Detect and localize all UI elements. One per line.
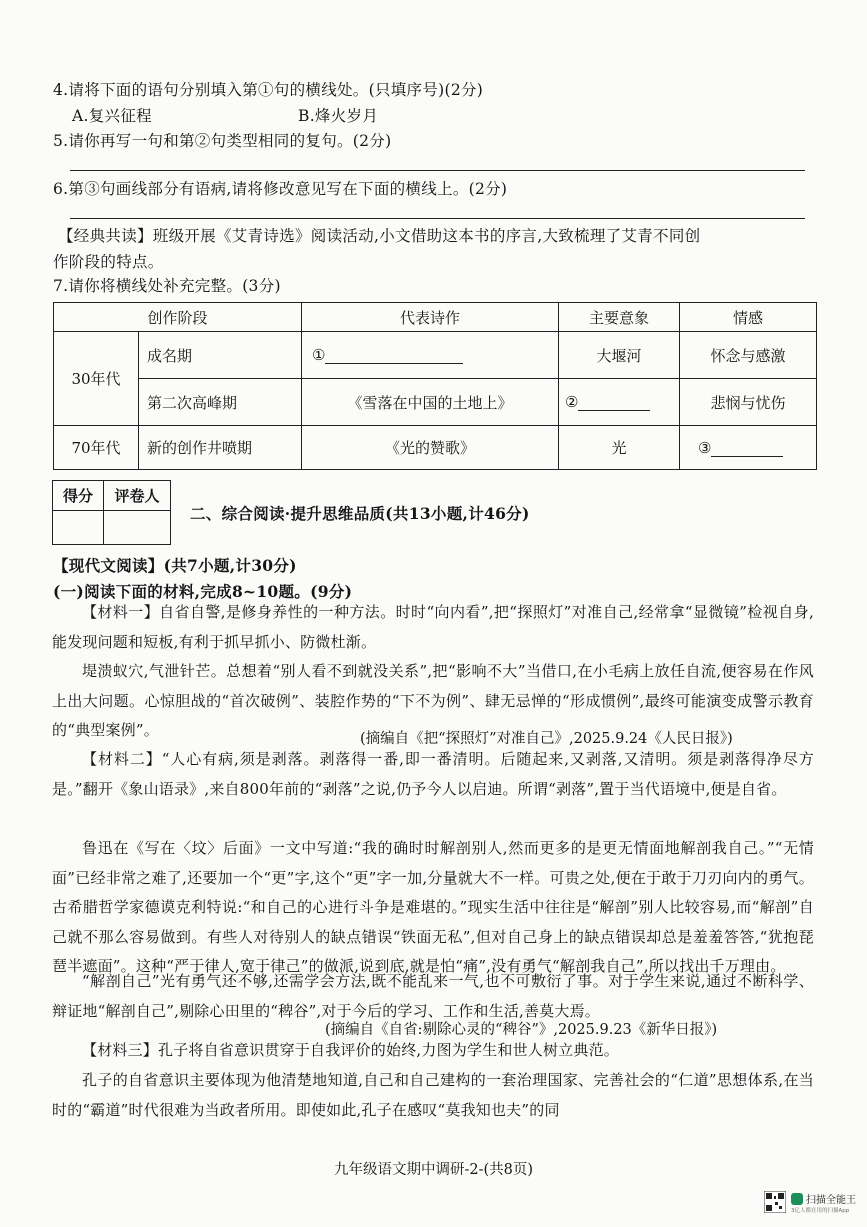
score-cell	[53, 511, 104, 545]
classic-reading-line1: 【经典共读】班级开展《艾青诗选》阅读活动,小文借助这本书的序言,大致梳理了艾青不同创	[58, 227, 701, 245]
blank-line	[578, 410, 650, 411]
header-emotion: 情感	[680, 303, 817, 332]
q4-option-a: A.复兴征程	[72, 107, 152, 125]
material-1-para-1: 【材料一】自省自警,是修身养性的一种方法。时时“向内看”,把“探照灯”对准自己,经常拿“显微镜”检视自身,能发现问题和短板,有利于抓早抓小、防微杜渐。	[52, 603, 814, 651]
modern-reading-title: 【现代文阅读】(共7小题,计30分)	[53, 556, 297, 575]
poem-cell	[302, 332, 559, 379]
poem-cell: 《雪落在中国的土地上》	[302, 379, 559, 426]
era-70s: 70年代	[54, 426, 139, 470]
classic-reading-line2: 作阶段的特点。	[53, 253, 164, 271]
blank-marker: ②	[565, 393, 579, 411]
blank-line	[325, 363, 463, 364]
scanner-subtitle: 3亿人都在用的扫描App	[791, 1208, 850, 1214]
section-2-title: 二、综合阅读·提升思维品质(共13小题,计46分)	[190, 504, 530, 523]
material-3-para-2: 孔子的自省意识主要体现为他清楚地知道,自己和自己建构的一套治理国家、完善社会的“仁道”思想体系,在当时的“霸道”时代很难为当政者所用。即使如此,孔子在感叹“莫我知也夫”的同	[52, 1071, 814, 1119]
material-3-para-1: 【材料三】孔子将自省意识贯穿于自我评价的始终,力图为学生和世人树立典范。	[82, 1041, 619, 1059]
qr-code-icon	[764, 1191, 786, 1213]
scanner-watermark	[764, 1185, 860, 1221]
image-cell: 大堰河	[559, 332, 680, 379]
material-2-para-3: “解剖自己”光有勇气还不够,还需学会方法,既不能乱来一气,也不可敷衍了事。对于学生来说,通过不断科学、辩证地“解剖自己”,剔除心田里的“稗谷”,对于今后的学习、工作和生活,善莫大焉。	[52, 972, 814, 1020]
emotion-cell	[680, 426, 817, 470]
question-4: 4.请将下面的语句分别填入第①句的横线处。(只填序号)(2分)	[53, 81, 484, 99]
cs-logo-icon	[791, 1193, 803, 1205]
poetry-stage-table	[53, 302, 817, 470]
q5-answer-line	[70, 170, 805, 171]
poem-cell: 《光的赞歌》	[302, 426, 559, 470]
material-2-para-2: 鲁迅在《写在〈坟〉后面》一文中写道:“我的确时时解剖别人,然而更多的是更无情面地解剖我自己。”“无情面”已经非常之难了,还要加一个“更”字,这个“更”字一加,分量就大不一样。可贵之处,便在于敢于刀刃向内的勇气。古希腊哲学家德谟克利特说:“和自己的心进行斗争是难堪的。”现实生活中往往是“解剖”别人比较容易,而“解剖”自己就不那么容易做到。有些人对待别人的缺点错误“铁面无私”,但对自己身上的缺点错误却总是羞羞答答,“犹抱琵琶半遮面”。这种“严于律人,宽于律己”的做派,说到底,就是怕“痛”,没有勇气“解剖我自己”,所以找出千万理由。	[52, 839, 814, 975]
blank-marker: ③	[698, 438, 712, 457]
score-label: 得分	[53, 481, 104, 511]
stage-cell: 成名期	[139, 332, 302, 379]
header-stage: 创作阶段	[54, 303, 302, 332]
emotion-cell: 悲悯与忧伤	[680, 379, 817, 426]
material-2-source: (摘编自《自省:剔除心灵的“稗谷”》,2025.9.23《新华日报》)	[325, 1022, 718, 1038]
grader-cell	[104, 511, 171, 545]
material-1-para-2: 堤溃蚁穴,气泄针芒。总想着“别人看不到就没关系”,把“影响不大”当借口,在小毛病上放任自流,便容易在作风上出大问题。心惊胆战的“首次破例”、装腔作势的“下不为例”、肆无忌惮的“形成惯例”,最终可能演变成警示教育的“典型案例”。	[52, 662, 814, 739]
era-30s: 30年代	[54, 332, 139, 426]
grade-box	[52, 480, 171, 545]
material-1-source: (摘编自《把“探照灯”对准自己》,2025.9.24《人民日报》)	[360, 731, 733, 747]
q4-option-b: B.烽火岁月	[298, 107, 379, 125]
header-image: 主要意象	[559, 303, 680, 332]
header-poem: 代表诗作	[302, 303, 559, 332]
image-cell: 光	[559, 426, 680, 470]
q6-answer-line	[70, 218, 805, 219]
image-cell	[559, 379, 680, 426]
grader-label: 评卷人	[104, 481, 171, 511]
scanner-name: 扫描全能王	[806, 1195, 856, 1206]
stage-cell: 第二次高峰期	[139, 379, 302, 426]
part-1-title: (一)阅读下面的材料,完成8~10题。(9分)	[53, 582, 353, 601]
material-2-para-1: 【材料二】“人心有病,须是剥落。剥落得一番,即一番清明。后随起来,又剥落,又清明。须是剥落得净尽方是。”翻开《象山语录》,来自800年前的“剥落”之说,仍予今人以启迪。所谓“剥落”,置于当代语境中,便是自省。	[52, 750, 814, 798]
question-7: 7.请你将横线处补充完整。(3分)	[53, 277, 281, 295]
emotion-cell: 怀念与感激	[680, 332, 817, 379]
blank-marker: ①	[312, 346, 326, 364]
page-footer: 九年级语文期中调研-2-(共8页)	[333, 1162, 534, 1178]
question-5: 5.请你再写一句和第②句类型相同的复句。(2分)	[53, 132, 392, 150]
stage-cell: 新的创作井喷期	[139, 426, 302, 470]
blank-line	[711, 456, 783, 457]
question-6: 6.第③句画线部分有语病,请将修改意见写在下面的横线上。(2分)	[53, 180, 508, 198]
